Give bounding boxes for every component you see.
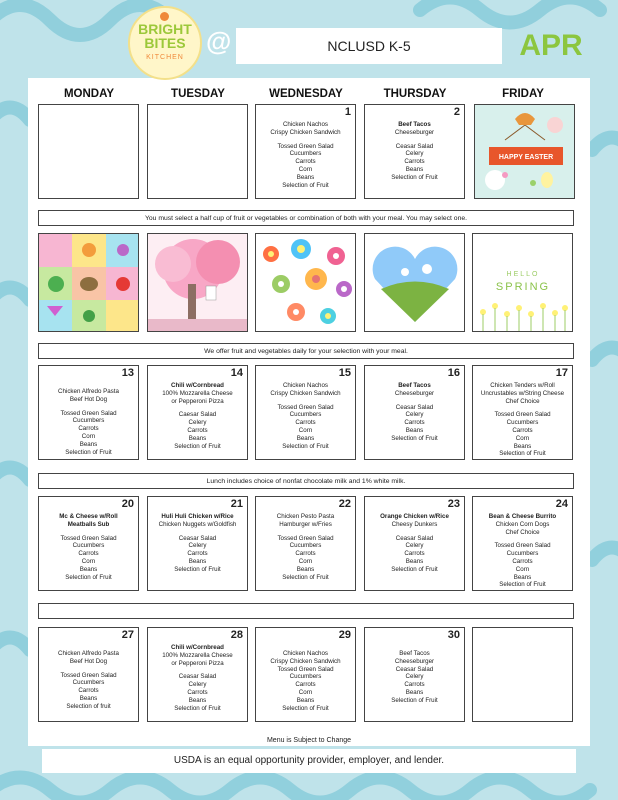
menu-item: Tossed Green Salad [60, 409, 117, 417]
menu-item: Cucumbers [72, 542, 105, 550]
menu-items [475, 382, 570, 458]
menu-item: Beans [296, 434, 315, 442]
day-number: 14 [230, 367, 243, 379]
menu-items [150, 513, 245, 574]
menu-item: Carrots [404, 550, 425, 558]
day-header-tuesday: TUESDAY [171, 88, 225, 100]
note-daily-fruit-veg: We offer fruit and vegetables daily for your selection with your meal. [38, 343, 574, 359]
menu-item: Chicken Nuggets w/Goldfish [158, 520, 237, 528]
menu-item: Beans [513, 442, 532, 450]
menu-item: or Pepperoni Pizza [171, 397, 224, 405]
menu-item: Corn [298, 426, 313, 434]
menu-items [367, 644, 462, 705]
menu-item: Carrots [404, 681, 425, 689]
menu-item: Tossed Green Salad [494, 542, 551, 550]
menu-item: Carrots [187, 426, 208, 434]
menu-item: Huli Huli Chicken w/Rice [161, 513, 234, 520]
menu-item: Beef Tacos [398, 382, 431, 389]
day-number: 23 [447, 498, 460, 510]
menu-item: Beef Hot Dog [69, 395, 108, 403]
menu-item: Crispy Chicken Sandwich [270, 389, 341, 397]
menu-item: Beans [405, 557, 424, 565]
menu-items [258, 382, 353, 450]
day-header-wednesday: WEDNESDAY [269, 88, 343, 100]
menu-item: Celery [188, 542, 207, 550]
menu-item: Selection of Fruit [174, 442, 221, 450]
menu-item: Corn [81, 557, 96, 565]
menu-item: Beans [79, 565, 98, 573]
menu-item: Meatballs Sub [67, 520, 110, 528]
usda-statement: USDA is an equal opportunity provider, employer, and lender. [42, 749, 576, 773]
menu-day-cell [147, 104, 248, 199]
menu-items [367, 382, 462, 443]
menu-item: Selection of Fruit [391, 173, 438, 181]
menu-item: Cheeseburger [394, 128, 435, 136]
menu-item: Beans [405, 426, 424, 434]
menu-item: Corn [515, 565, 530, 573]
day-number: 30 [447, 629, 460, 641]
menu-day-cell [255, 365, 356, 460]
menu-day-cell [364, 104, 465, 199]
menu-item: Tossed Green Salad [277, 142, 334, 150]
day-number: 2 [453, 106, 460, 118]
menu-day-cell [255, 104, 356, 199]
menu-items [41, 513, 136, 581]
menu-subject-to-change: Menu is Subject to Change [266, 737, 352, 744]
menu-item: Tossed Green Salad [494, 411, 551, 419]
menu-item: Cucumbers [289, 411, 322, 419]
menu-item: Chicken Pesto Pasta [276, 513, 335, 520]
note-fruit-veg-requirement: You must select a half cup of fruit or vegetables or combination of both with your meal. You may select one. [38, 210, 574, 226]
menu-day-cell [38, 104, 139, 199]
menu-item: Cucumbers [289, 542, 322, 550]
menu-item: Selection of Fruit [174, 704, 221, 712]
day-number: 13 [121, 367, 134, 379]
menu-day-cell [472, 627, 573, 722]
menu-item: Ceasar Salad [395, 142, 434, 150]
menu-item: Beans [188, 434, 207, 442]
menu-item: Beans [188, 557, 207, 565]
menu-item: Chicken Nachos [282, 650, 329, 657]
menu-item: Selection of Fruit [65, 448, 112, 456]
heart-landscape-picture [364, 233, 465, 332]
menu-item: Corn [298, 688, 313, 696]
menu-item: or Pepperoni Pizza [171, 659, 224, 667]
menu-item: Celery [405, 542, 424, 550]
menu-item: Selection of Fruit [499, 581, 546, 589]
menu-day-cell [364, 627, 465, 722]
menu-items [258, 644, 353, 712]
menu-item: Selection of Fruit [65, 573, 112, 581]
menu-item: Carrots [295, 550, 316, 558]
day-header-monday: MONDAY [63, 88, 115, 100]
menu-item: Ceasar Salad [178, 673, 217, 681]
menu-item: Cheesy Dunkers [391, 520, 438, 528]
bright-bites-logo [128, 6, 202, 80]
logo-line1: BRIGHT [138, 21, 192, 37]
day-number: 27 [121, 629, 134, 641]
menu-day-cell [147, 365, 248, 460]
menu-item: Orange Chicken w/Rice [380, 513, 449, 520]
day-number: 15 [338, 367, 351, 379]
menu-items [150, 644, 245, 712]
menu-item: Beef Tacos [399, 650, 430, 657]
menu-item: Cucumbers [506, 550, 539, 558]
menu-day-cell [255, 496, 356, 591]
menu-item: Chicken Alfredo Pasta [58, 388, 119, 395]
menu-item: Carrots [404, 419, 425, 427]
menu-items [367, 121, 462, 182]
menu-item: Beans [296, 565, 315, 573]
menu-item: Carrots [404, 158, 425, 166]
menu-item: Carrots [78, 425, 99, 433]
menu-item: Chicken Alfredo Pasta [58, 650, 119, 657]
apple-icon [160, 12, 169, 21]
day-number: 28 [230, 629, 243, 641]
menu-item: Bean & Cheese Burrito [488, 513, 557, 520]
easter-picture [474, 104, 575, 199]
menu-item: Selection of Fruit [499, 450, 546, 458]
note-milk-choice: Lunch includes choice of nonfat chocolate milk and 1% white milk. [38, 473, 574, 489]
menu-item: Mc & Cheese w/Roll [59, 513, 118, 520]
spring-collage-picture [38, 233, 139, 332]
spring-text: SPRING [495, 281, 551, 293]
menu-item: Chili w/Cornbread [171, 382, 224, 389]
menu-item: Selection of Fruit [174, 565, 221, 573]
menu-item: Celery [405, 150, 424, 158]
menu-items [41, 382, 136, 456]
day-number: 21 [230, 498, 243, 510]
menu-item: Chef Choice [505, 397, 540, 405]
menu-item: Tossed Green Salad [60, 534, 117, 542]
menu-item: Corn [515, 434, 530, 442]
day-number: 20 [121, 498, 134, 510]
menu-item: Crispy Chicken Sandwich [270, 128, 341, 136]
menu-day-cell [472, 365, 573, 460]
menu-day-cell [38, 627, 139, 722]
menu-item: Ceasar Salad [395, 403, 434, 411]
menu-item: Carrots [295, 158, 316, 166]
day-number: 22 [338, 498, 351, 510]
menu-item: Celery [405, 673, 424, 681]
menu-item: Selection of Fruit [282, 181, 329, 189]
day-number: 1 [344, 106, 351, 118]
menu-item: Chicken Nachos [282, 382, 329, 389]
menu-item: Beans [405, 165, 424, 173]
menu-item: Chicken Tenders w/Roll [490, 382, 555, 389]
menu-item: Carrots [512, 557, 533, 565]
menu-item: Carrots [78, 687, 99, 695]
day-header-thursday: THURSDAY [383, 88, 447, 100]
menu-day-cell [38, 365, 139, 460]
menu-day-cell [147, 627, 248, 722]
menu-item: Cucumbers [72, 679, 105, 687]
menu-item: Selection of Fruit [391, 565, 438, 573]
menu-item: Cucumbers [72, 417, 105, 425]
menu-item: Selection of fruit [66, 702, 111, 710]
menu-item: Ceasar Salad [395, 665, 434, 673]
menu-item: Carrots [78, 550, 99, 558]
menu-item: Celery [188, 419, 207, 427]
menu-item: Crispy Chicken Sandwich [270, 657, 341, 665]
menu-item: Beans [513, 573, 532, 581]
menu-day-cell [364, 365, 465, 460]
menu-item: Corn [298, 557, 313, 565]
day-number: 29 [338, 629, 351, 641]
menu-item: Beans [405, 688, 424, 696]
menu-item: Selection of Fruit [282, 442, 329, 450]
logo-line2: BITES [144, 35, 186, 51]
menu-item: Cucumbers [506, 419, 539, 427]
menu-item: Selection of Fruit [282, 704, 329, 712]
day-number: 24 [555, 498, 568, 510]
easter-sign-text: HAPPY EASTER [498, 154, 554, 161]
menu-day-cell [38, 496, 139, 591]
day-header-friday: FRIDAY [502, 88, 544, 100]
menu-item: Cheeseburger [394, 389, 435, 397]
menu-item: Beans [188, 696, 207, 704]
menu-item: Cucumbers [289, 673, 322, 681]
menu-items [367, 513, 462, 574]
menu-item: Selection of Fruit [282, 573, 329, 581]
district-name: NCLUSD K-5 [236, 28, 502, 64]
menu-item: Ceasar Salad [395, 534, 434, 542]
menu-items [258, 513, 353, 581]
hello-text: HELLO [506, 271, 540, 278]
day-number: 16 [447, 367, 460, 379]
menu-item: Uncrustables w/String Cheese [480, 389, 565, 397]
menu-item: Chef Choice [505, 528, 540, 536]
menu-day-cell [472, 496, 573, 591]
menu-item: Celery [405, 411, 424, 419]
menu-item: Carrots [512, 426, 533, 434]
menu-item: Corn [298, 165, 313, 173]
menu-item: Chili w/Cornbread [171, 644, 224, 651]
menu-item: Beans [79, 694, 98, 702]
blossom-tree-picture [147, 233, 248, 332]
menu-item: Tossed Green Salad [277, 534, 334, 542]
menu-item: Beans [296, 696, 315, 704]
menu-item: Carrots [295, 681, 316, 689]
menu-item: Carrots [187, 550, 208, 558]
menu-item: Chicken Corn Dogs [495, 520, 550, 528]
menu-item: Beef Tacos [398, 121, 431, 128]
menu-item: Carrots [187, 688, 208, 696]
menu-item: Selection of Fruit [391, 434, 438, 442]
menu-item: Hamburger w/Fries [279, 520, 332, 528]
menu-item: Caesar Salad [178, 411, 217, 419]
menu-items [258, 121, 353, 189]
menu-item: Celery [188, 681, 207, 689]
menu-item: Beef Hot Dog [69, 657, 108, 665]
menu-item: Tossed Green Salad [60, 671, 117, 679]
menu-item: Cheeseburger [394, 657, 435, 665]
menu-item: 100% Mozzarella Cheese [162, 389, 233, 397]
logo-line3: KITCHEN [146, 54, 184, 61]
menu-item: Tossed Green Salad [277, 665, 334, 673]
menu-items [150, 382, 245, 450]
note-empty [38, 603, 574, 619]
menu-item: Corn [81, 432, 96, 440]
menu-item: Chicken Nachos [282, 121, 329, 128]
menu-item: Carrots [295, 419, 316, 427]
menu-day-cell [147, 496, 248, 591]
flowers-picture [255, 233, 356, 332]
hello-spring-picture [472, 233, 573, 332]
menu-item: Tossed Green Salad [277, 403, 334, 411]
menu-item: Selection of Fruit [391, 696, 438, 704]
menu-items [41, 644, 136, 711]
menu-day-cell [255, 627, 356, 722]
menu-item: Ceasar Salad [178, 534, 217, 542]
menu-item: Cucumbers [289, 150, 322, 158]
menu-item: Beans [79, 440, 98, 448]
menu-day-cell [364, 496, 465, 591]
month-label: APR [519, 29, 583, 62]
menu-items [475, 513, 570, 589]
menu-item: 100% Mozzarella Cheese [162, 651, 233, 659]
at-symbol: @ [206, 26, 232, 56]
day-number: 17 [555, 367, 568, 379]
menu-item: Beans [296, 173, 315, 181]
